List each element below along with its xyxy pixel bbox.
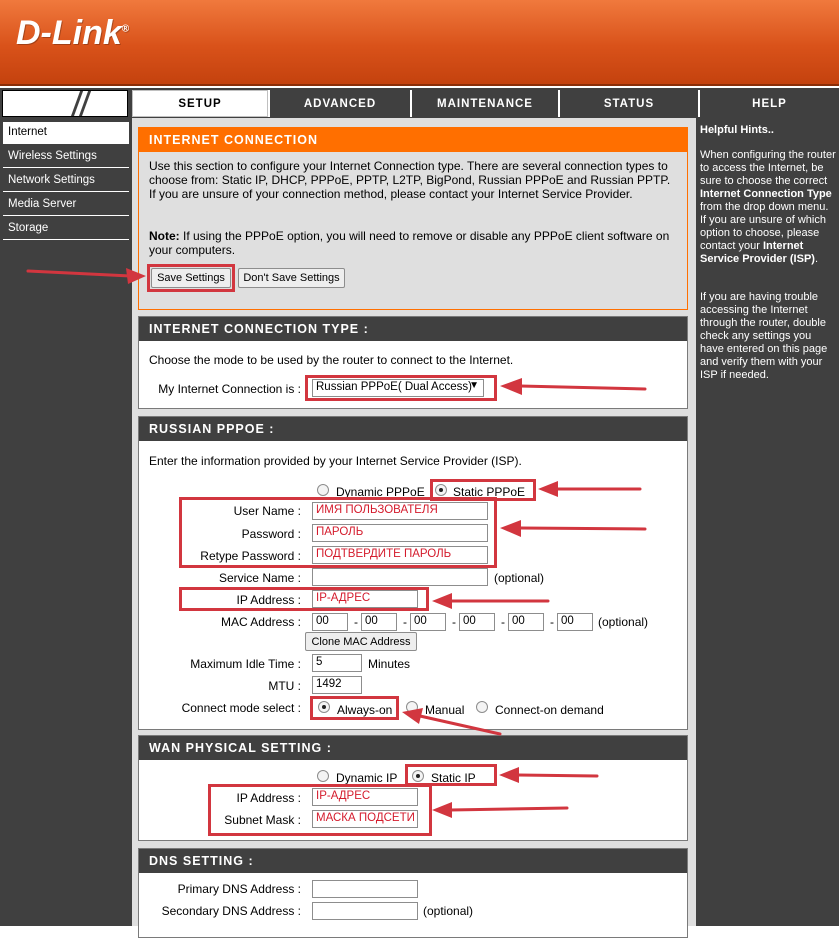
mac-separator: - — [501, 615, 505, 629]
wan-physical-panel — [138, 735, 688, 841]
dont-save-settings-button[interactable]: Don't Save Settings — [238, 268, 345, 288]
max-idle-time-label: Maximum Idle Time : — [190, 657, 301, 671]
pppoe-intro-text: Enter the information provided by your Internet Service Provider (ISP). — [149, 454, 522, 468]
ip-address-input[interactable]: IP-АДРЕС — [312, 590, 418, 608]
mtu-label: MTU : — [268, 679, 301, 693]
wan-ip-address-label: IP Address : — [236, 791, 301, 805]
mac-octet-3[interactable]: 00 — [410, 613, 446, 631]
panel-title: WAN PHYSICAL SETTING : — [139, 736, 687, 760]
secondary-dns-label: Secondary DNS Address : — [161, 904, 301, 918]
save-settings-button[interactable]: Save Settings — [151, 268, 231, 288]
panel-title: DNS SETTING : — [139, 849, 687, 873]
dns-setting-panel — [138, 848, 688, 938]
mac-separator: - — [452, 615, 456, 629]
username-label: User Name : — [233, 504, 301, 518]
connection-type-text: Choose the mode to be used by the router to connect to the Internet. — [149, 353, 514, 367]
chevron-down-icon: ▼ — [469, 380, 479, 391]
panel-title: INTERNET CONNECTION TYPE : — [139, 317, 687, 341]
max-idle-time-input[interactable]: 5 — [312, 654, 362, 672]
tab-setup[interactable]: SETUP — [132, 90, 268, 117]
ip-address-label: IP Address : — [236, 593, 301, 607]
internet-connection-panel — [138, 127, 688, 310]
dynamic-pppoe-label: Dynamic PPPoE — [336, 485, 425, 499]
dynamic-pppoe-radio[interactable] — [317, 484, 329, 496]
static-pppoe-radio[interactable] — [435, 484, 447, 496]
manual-label: Manual — [425, 703, 465, 717]
wan-ip-address-input[interactable]: IP-АДРЕС — [312, 788, 418, 806]
mac-octet-5[interactable]: 00 — [508, 613, 544, 631]
mac-separator: - — [354, 615, 358, 629]
sidebar-item-internet[interactable]: Internet — [3, 122, 129, 144]
service-name-input[interactable] — [312, 568, 488, 586]
connect-mode-label: Connect mode select : — [181, 701, 301, 715]
tab-maintenance[interactable]: MAINTENANCE — [410, 90, 558, 117]
mac-address-label: MAC Address : — [220, 615, 301, 629]
mac-separator: - — [403, 615, 407, 629]
connection-type-select[interactable]: Russian PPPoE( Dual Access) ▼ — [312, 379, 484, 397]
minutes-unit: Minutes — [368, 657, 411, 671]
optional-text: (optional) — [423, 904, 474, 918]
subnet-mask-input[interactable]: МАСКА ПОДСЕТИ — [312, 810, 418, 828]
service-name-label: Service Name : — [218, 571, 301, 585]
help-title: Helpful Hints.. — [700, 124, 774, 136]
static-pppoe-label: Static PPPoE — [453, 485, 526, 499]
russian-pppoe-panel — [138, 416, 688, 730]
subnet-mask-label: Subnet Mask : — [224, 813, 301, 827]
username-input[interactable]: ИМЯ ПОЛЬЗОВАТЕЛЯ — [312, 502, 488, 520]
sidebar-item-wireless-settings[interactable]: Wireless Settings — [3, 146, 129, 168]
help-paragraph-2: If you are having trouble accessing the Internet through the router, double check any settings you have entered on this page and verify them with your ISP if needed. — [700, 291, 828, 381]
mac-separator: - — [550, 615, 554, 629]
always-on-radio[interactable] — [318, 701, 330, 713]
connection-type-panel — [138, 316, 688, 409]
retype-password-input[interactable]: ПОДТВЕРДИТЕ ПАРОЛЬ — [312, 546, 488, 564]
sidebar-item-storage[interactable]: Storage — [3, 218, 129, 240]
manual-radio[interactable] — [406, 701, 418, 713]
clone-mac-address-button[interactable]: Clone MAC Address — [305, 632, 417, 651]
optional-text: (optional) — [494, 571, 545, 585]
mac-octet-1[interactable]: 00 — [312, 613, 348, 631]
intro-text: Use this section to configure your Internet Connection type. There are several connection types to choose from: Static IP, DHCP, PPPoE, PPTP, L2TP, BigPond, Russian PPPoE and Russian PPTP. If you are unsure of your connection method, please contact your Internet Service Provider. — [149, 159, 671, 201]
mac-octet-2[interactable]: 00 — [361, 613, 397, 631]
dynamic-ip-radio[interactable] — [317, 770, 329, 782]
mtu-input[interactable]: 1492 — [312, 676, 362, 694]
static-ip-radio[interactable] — [412, 770, 424, 782]
sidebar-item-media-server[interactable]: Media Server — [3, 194, 129, 216]
retype-password-label: Retype Password : — [200, 549, 301, 563]
help-paragraph-1: When configuring the router to access the Internet, be sure to choose the correct Internet Connection Type from the drop down menu. If you are unsure of which option to choose, please contact your Internet Service Provider (ISP). — [700, 149, 836, 265]
tab-advanced[interactable]: ADVANCED — [268, 90, 410, 117]
connection-type-label: My Internet Connection is : — [158, 382, 301, 396]
tab-status[interactable]: STATUS — [558, 90, 698, 117]
password-input[interactable]: ПАРОЛЬ — [312, 524, 488, 542]
primary-dns-input[interactable] — [312, 880, 418, 898]
secondary-dns-input[interactable] — [312, 902, 418, 920]
sidebar-item-network-settings[interactable]: Network Settings — [3, 170, 129, 192]
static-ip-label: Static IP — [431, 771, 476, 785]
note-text: Note: If using the PPPoE option, you will need to remove or disable any PPPoE client software on your computers. — [149, 229, 670, 257]
panel-title: INTERNET CONNECTION — [139, 128, 687, 152]
password-label: Password : — [241, 527, 301, 541]
tab-help[interactable]: HELP — [698, 90, 839, 117]
always-on-label: Always-on — [337, 703, 393, 717]
dlink-logo: D-Link® — [16, 14, 130, 52]
connect-on-demand-label: Connect-on demand — [495, 703, 604, 717]
sidebar — [0, 118, 132, 926]
optional-text: (optional) — [598, 615, 649, 629]
help-panel — [696, 118, 839, 926]
mac-octet-6[interactable]: 00 — [557, 613, 593, 631]
connect-on-demand-radio[interactable] — [476, 701, 488, 713]
panel-title: RUSSIAN PPPOE : — [139, 417, 687, 441]
dynamic-ip-label: Dynamic IP — [336, 771, 398, 785]
model-box — [2, 90, 128, 117]
mac-octet-4[interactable]: 00 — [459, 613, 495, 631]
primary-dns-label: Primary DNS Address : — [177, 882, 301, 896]
